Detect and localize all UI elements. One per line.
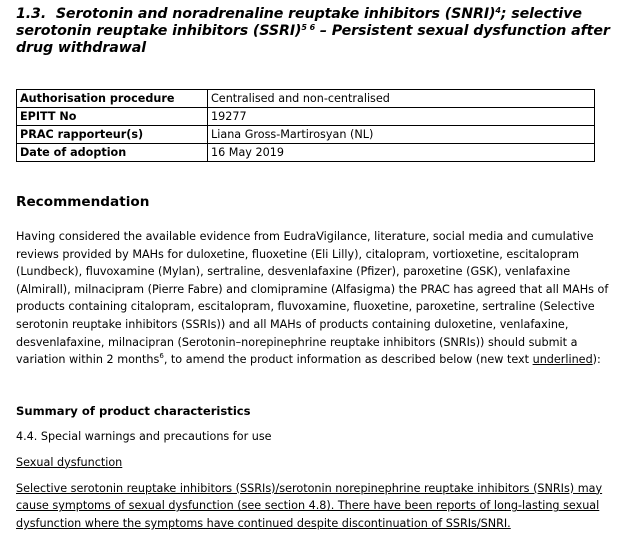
recommendation-text-part1: Having considered the available evidence from EudraVigilance, literature, social media and cumulative reviews provided by MAHs for duloxetine, fluoxetine (Eli Lilly), citalopram, vortioxetine, escitalopram (Lundbeck), fluvoxamine (Mylan), sertraline, desvenlafaxine (Pfizer), paroxetine (GSK), venlafaxine (Almirall), milnacipram (Pierre Fabre) and clomipramine (Alfasigma) the PRAC has agreed that all MAHs of products containing citalopram, escitalopram, fluvoxamine, fluoxetine, paroxetine, sertraline (Selective serotonin reuptake inhibitors (SSRIs)) and all MAHs of products containing duloxetine, venlafaxine, desvenlafaxine, milnacipran (Serotonin–norepinephrine reuptake inhibitors (SNRIs)) should submit a variation within 2 months [16, 230, 609, 367]
recommendation-heading: Recommendation [16, 194, 150, 210]
row-label: PRAC rapporteur(s) [17, 126, 208, 144]
row-label: EPITT No [17, 108, 208, 126]
row-value: Centralised and non-centralised [208, 90, 595, 108]
section-title-part1: Serotonin and noradrenaline reuptake inhibitors (SNRI) [55, 6, 496, 22]
row-value: Liana Gross-Martirosyan (NL) [208, 126, 595, 144]
footnote-ref-5-6: 5 6 [301, 23, 316, 32]
table-row [17, 108, 595, 126]
section-number: 1.3. [16, 6, 47, 22]
recommendation-paragraph [16, 228, 610, 369]
smpc-subsection: 4.4. Special warnings and precautions for use [16, 429, 272, 443]
underlined-word: underlined [532, 353, 593, 367]
table-row [17, 90, 595, 108]
section-title-part3: – Persistent sexual dysfunction after drug withdrawal [16, 23, 610, 56]
table-row [17, 144, 595, 162]
row-label: Authorisation procedure [17, 90, 208, 108]
footnote-ref-6: 6 [159, 352, 164, 361]
procedure-info-table [16, 89, 595, 162]
row-label: Date of adoption [17, 144, 208, 162]
recommendation-text-part2: , to amend the product information as described below (new text [163, 353, 533, 367]
smpc-heading: Summary of product characteristics [16, 403, 251, 418]
smpc-new-text: Selective serotonin reuptake inhibitors (SSRIs)/serotonin norepinephrine reuptake inhibitors (SNRIs) may cause symptoms of sexual dysfunction (see section 4.8). There have been reports of long-lasting sexual dysfunction where the symptoms have continued despite discontinuation of SSRIs/SNRI. [16, 481, 603, 530]
smpc-topic: Sexual dysfunction [16, 455, 123, 469]
recommendation-text-part3: ): [592, 353, 601, 367]
footnote-ref-4: 4 [495, 6, 501, 15]
document-page [16, 6, 610, 533]
table-row [17, 126, 595, 144]
section-title-part2: ; selective serotonin reuptake inhibitors (SSRI) [16, 6, 582, 39]
row-value: 19277 [208, 108, 595, 126]
section-title [16, 6, 610, 57]
row-value: 16 May 2019 [208, 144, 595, 162]
